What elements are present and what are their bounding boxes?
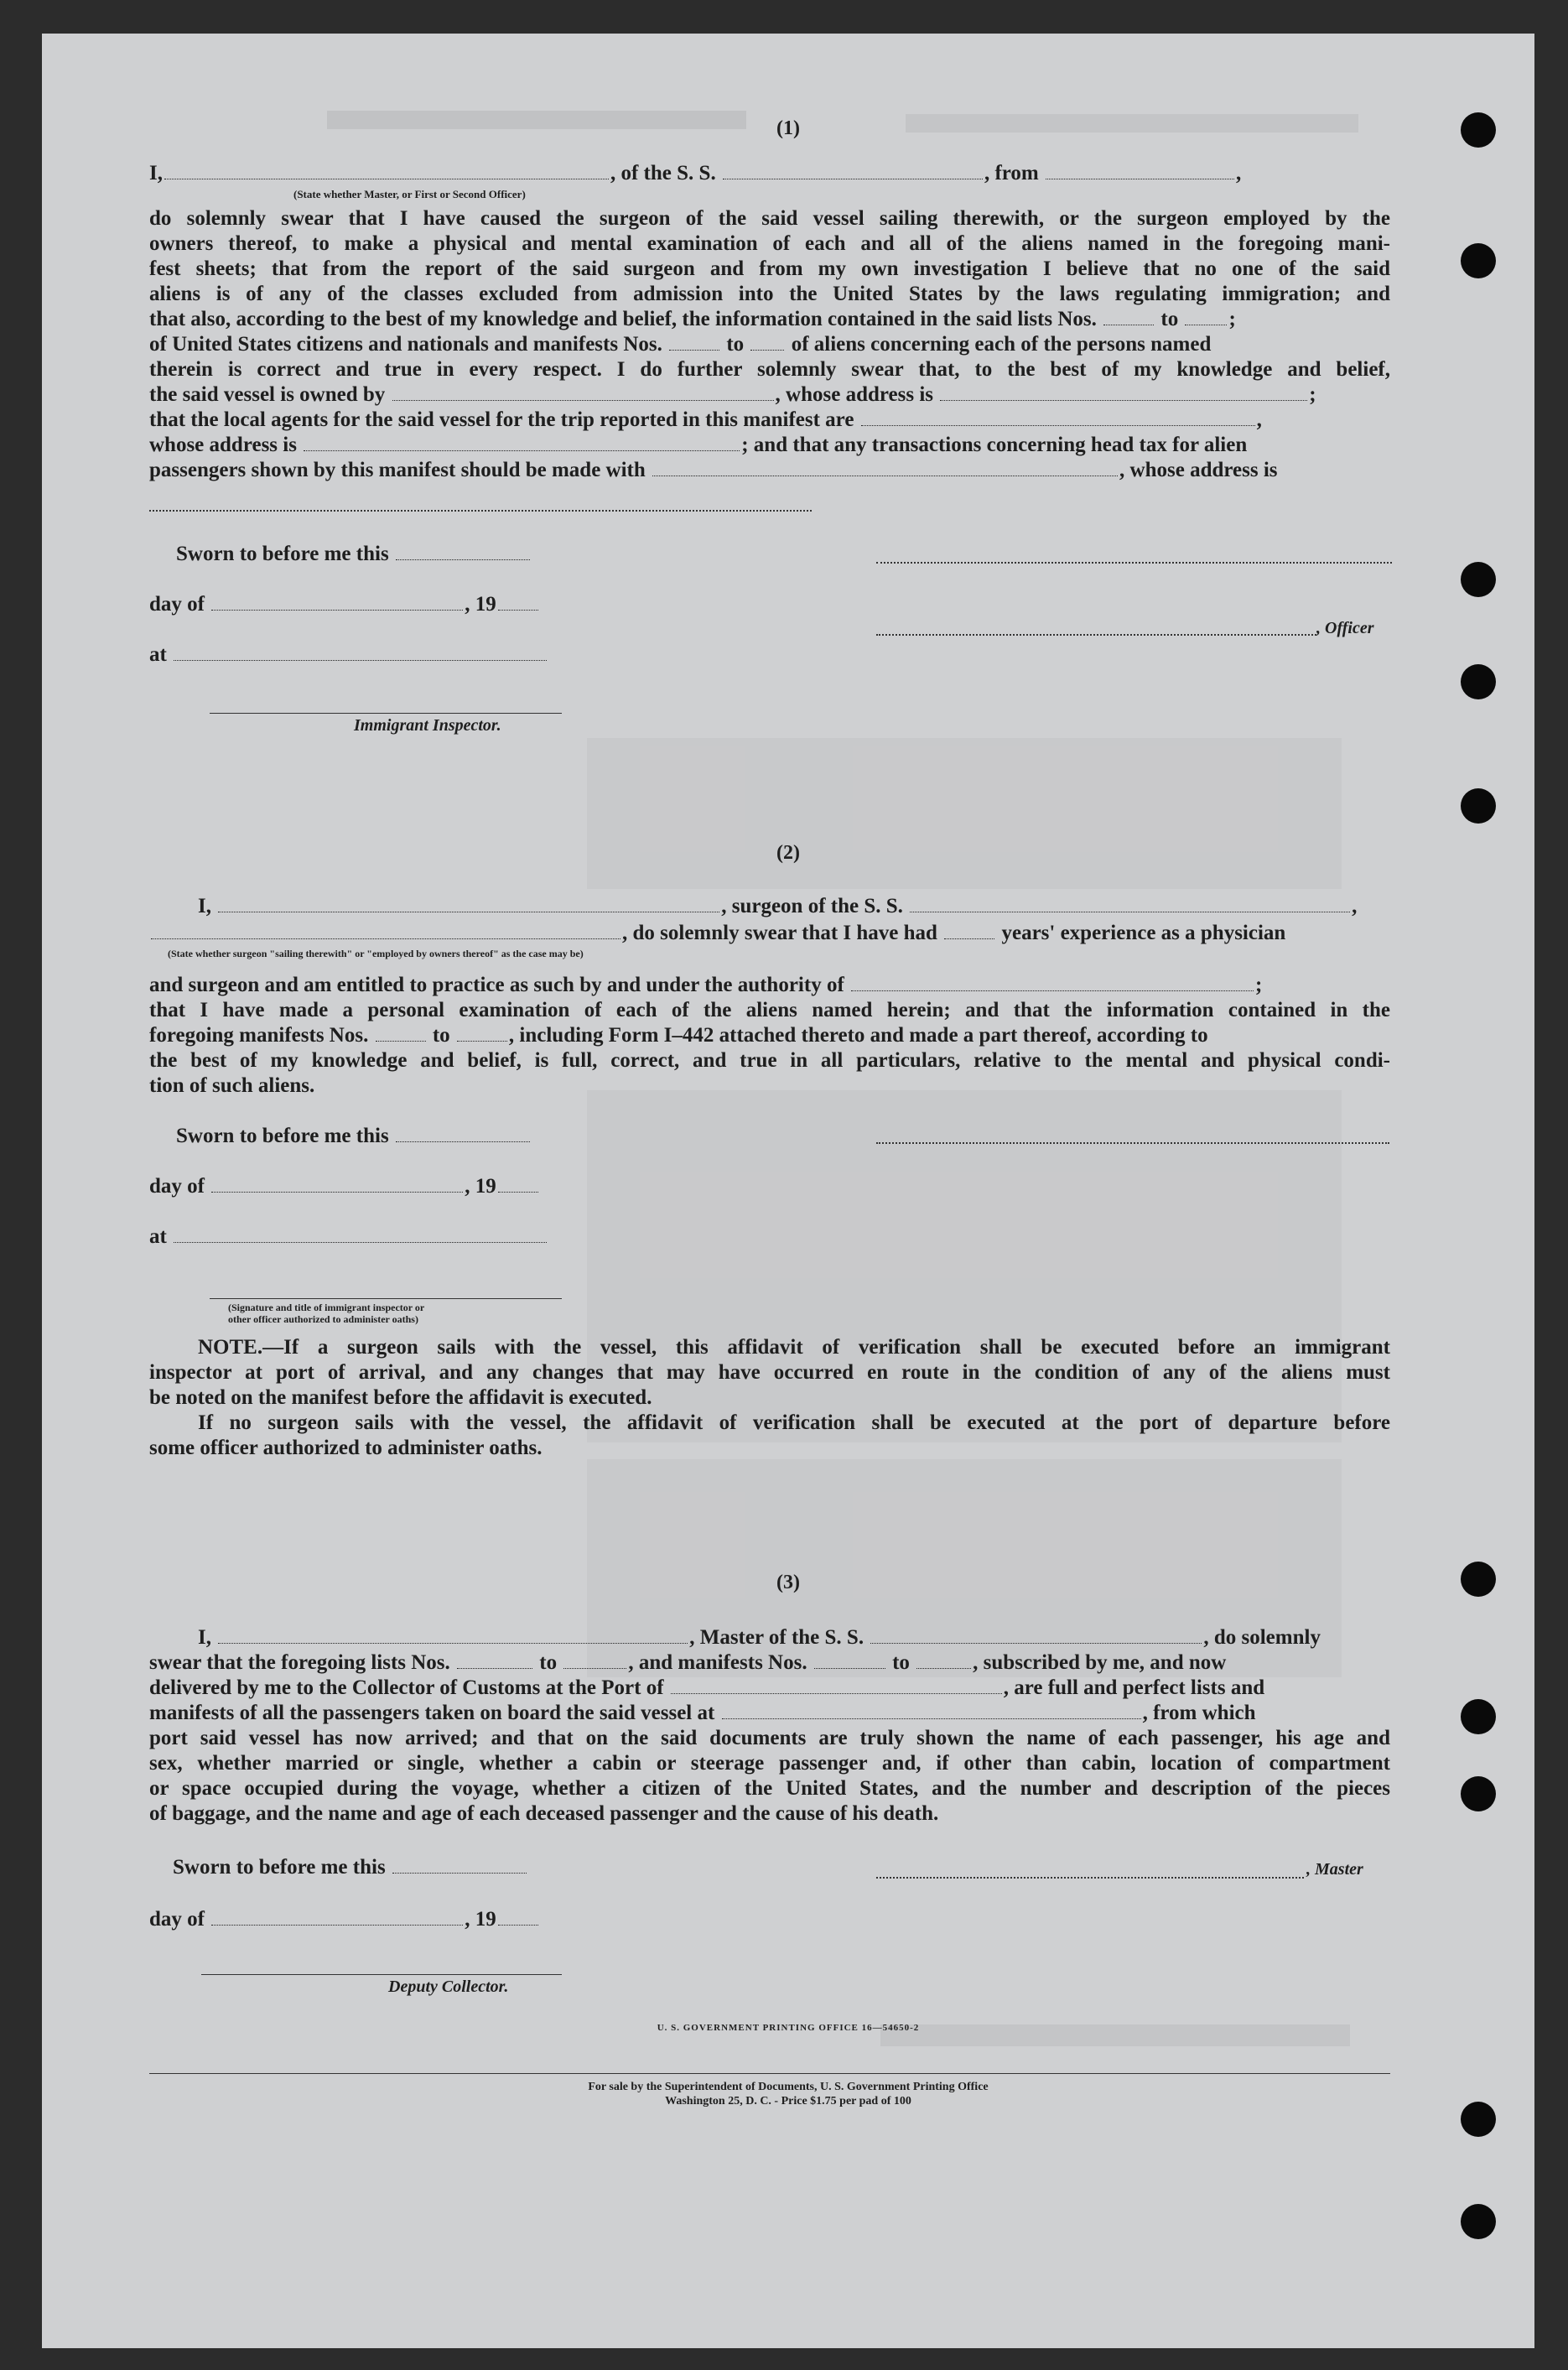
note-line: NOTE.—If a surgeon sails with the vessel, this affidavit of verification shall be executed before an immigrant	[198, 1336, 1390, 1359]
agents-field[interactable]	[861, 408, 1255, 426]
body-line: do solemnly swear that I have caused the surgeon of the said vessel sailing therewith, or the surgeon employed by the	[149, 207, 1390, 230]
text: to	[1160, 308, 1179, 330]
lists-line	[149, 307, 1390, 332]
note-line: inspector at port of arrival, and any changes that may have occurred en route in the condition of any of the aliens must	[149, 1361, 1390, 1384]
surgeon-manifest-to-field[interactable]	[457, 1024, 507, 1042]
text: of United States citizens and nationals and manifests Nos.	[149, 333, 662, 356]
bleed-through	[587, 738, 1342, 889]
master-manifests-to-field[interactable]	[916, 1651, 971, 1669]
text: , surgeon of the S. S.	[721, 895, 903, 917]
sworn-line-3	[173, 1855, 642, 1880]
section-3-line-4	[149, 1701, 1390, 1726]
text: Sworn to before me this	[176, 543, 389, 565]
master-manifests-from-field[interactable]	[814, 1651, 885, 1669]
head-tax-contact-field[interactable]	[652, 459, 1118, 476]
text: , from	[984, 162, 1039, 185]
text: , are full and perfect lists and	[1003, 1676, 1265, 1699]
punch-hole	[1461, 1776, 1496, 1811]
text: manifests of all the passengers taken on board the said vessel at	[149, 1702, 715, 1724]
citizens-line	[149, 332, 1390, 357]
sworn-line-1	[176, 542, 646, 567]
note-line: some officer authorized to administer oaths.	[149, 1437, 543, 1459]
text: foregoing manifests Nos.	[149, 1024, 369, 1047]
knowledge-line: the best of my knowledge and belief, is full, correct, and true in all particulars, relative to the mental and physical condi-	[149, 1049, 1390, 1072]
punch-hole	[1461, 1699, 1496, 1734]
sale-line-2: Washington 25, D. C. - Price $1.75 per pad of 100	[665, 2095, 911, 2108]
sale-line-1: For sale by the Superintendent of Documents, U. S. Government Printing Office	[588, 2081, 989, 2093]
year-field-2[interactable]	[498, 1175, 538, 1193]
text: , of the S. S.	[610, 162, 716, 185]
footer-rule	[149, 2073, 1390, 2074]
punch-hole	[1461, 243, 1496, 278]
sworn-day-field-3[interactable]	[392, 1856, 527, 1874]
text: I,	[198, 895, 211, 917]
text: I,	[198, 1626, 211, 1649]
note-line: be noted on the manifest before the affidavit is executed.	[149, 1386, 652, 1409]
text: , whose address is	[775, 383, 934, 406]
section-3-number: (3)	[776, 1572, 800, 1593]
punch-hole	[1461, 788, 1496, 824]
text: ,	[1236, 162, 1242, 185]
owner-address-field[interactable]	[940, 383, 1307, 401]
note-line: If no surgeon sails with the vessel, the affidavit of verification shall be executed at the port of departure before	[198, 1411, 1390, 1434]
at-line-2	[149, 1224, 619, 1250]
examination-line: that I have made a personal examination of each of the aliens named herein; and that the information contained in the	[149, 999, 1390, 1021]
text: , and manifests Nos.	[628, 1651, 807, 1674]
day-of-line-3	[149, 1907, 619, 1932]
lists-from-field[interactable]	[1103, 308, 1154, 325]
owner-field[interactable]	[392, 383, 774, 401]
text: day of	[149, 593, 205, 616]
section-1-number: (1)	[776, 117, 800, 139]
years-experience-field[interactable]	[944, 922, 994, 939]
text: , 19	[465, 1908, 496, 1931]
text: , including Form I–442 attached thereto and made a part thereof, according to	[508, 1024, 1208, 1047]
text: , 19	[465, 1175, 496, 1198]
text: to	[726, 333, 745, 356]
manifests-to-field[interactable]	[750, 333, 784, 351]
text: at	[149, 1225, 167, 1248]
correct-line: therein is correct and true in every respect. I do further solemnly swear that, to the best of my knowledge and belief,	[149, 358, 1390, 381]
text: , do solemnly	[1203, 1626, 1321, 1649]
officer-signature-field[interactable]	[876, 562, 1392, 564]
body-line: owners thereof, to make a physical and mental examination of each and all of the aliens named in the foregoing mani-	[149, 232, 1390, 255]
collector-label: Deputy Collector.	[388, 1978, 509, 1996]
vessel-name-field[interactable]	[723, 162, 983, 179]
text: day of	[149, 1175, 205, 1198]
month-field-3[interactable]	[211, 1908, 463, 1926]
master-vessel-field[interactable]	[870, 1626, 1202, 1644]
manifests-line	[149, 1023, 1390, 1048]
punch-hole	[1461, 2204, 1496, 2239]
at-line-1	[149, 642, 619, 668]
collector-signature-line[interactable]	[201, 1974, 562, 1975]
surgeon-note: (State whether surgeon "sailing therewith" or "employed by owners thereof" as the case may be)	[168, 948, 584, 959]
text: of aliens concerning each of the persons named	[791, 333, 1212, 356]
inspector-signature-line[interactable]	[210, 713, 562, 714]
port-of-arrival-field[interactable]	[671, 1676, 1002, 1694]
text: ;	[1255, 974, 1263, 996]
section-1-line-1	[149, 161, 1441, 186]
text: , whose address is	[1119, 459, 1278, 481]
month-field[interactable]	[211, 593, 463, 611]
body-line: sex, whether married or single, whether a cabin or steerage passenger and, if other than cabin, location of compartment	[149, 1752, 1390, 1775]
document-page	[42, 34, 1534, 2348]
year-field[interactable]	[498, 593, 538, 611]
administrator-signature-line[interactable]	[210, 1298, 562, 1299]
text: ,	[1256, 408, 1262, 431]
sworn-day-field[interactable]	[396, 543, 530, 560]
port-of-embarkation-field[interactable]	[722, 1702, 1141, 1719]
text: ;	[1228, 308, 1236, 330]
gpo-imprint: U. S. GOVERNMENT PRINTING OFFICE 16—54650-2	[657, 2023, 920, 2033]
text: , 19	[465, 593, 496, 616]
master-label: , Master	[1306, 1860, 1363, 1879]
master-lists-to-field[interactable]	[563, 1651, 626, 1669]
section-2-number: (2)	[776, 842, 800, 864]
text: I,	[149, 162, 163, 185]
text: passengers shown by this manifest should be made with	[149, 459, 646, 481]
sig-note-2: other officer authorized to administer oaths)	[228, 1313, 418, 1325]
manifests-from-field[interactable]	[669, 333, 719, 351]
section-2-line-2	[149, 921, 1390, 946]
text: to	[432, 1024, 450, 1047]
text: swear that the foregoing lists Nos.	[149, 1651, 450, 1674]
officer-note: (State whether Master, or First or Second Officer)	[293, 188, 526, 200]
body-line: port said vessel has now arrived; and that on the said documents are truly shown the name of each passenger, his age and	[149, 1727, 1390, 1749]
authority-field[interactable]	[851, 974, 1254, 991]
text: whose address is	[149, 434, 297, 456]
punch-hole	[1461, 664, 1496, 699]
text: delivered by me to the Collector of Customs at the Port of	[149, 1676, 664, 1699]
section-2-line-1	[198, 894, 1439, 919]
body-line: fest sheets; that from the report of the said surgeon and from my own investigation I believe that no one of the said	[149, 257, 1390, 280]
sworn-day-field-2[interactable]	[396, 1125, 530, 1142]
body-line: aliens is of any of the classes excluded from admission into the United States by the laws regulating immigration; and	[149, 283, 1390, 305]
text: ;	[1309, 383, 1316, 406]
text: Sworn to before me this	[173, 1856, 386, 1879]
text: to	[539, 1651, 558, 1674]
agents-line	[149, 408, 1390, 433]
text: , subscribed by me, and now	[973, 1651, 1227, 1674]
body-line: of baggage, and the name and age of each deceased passenger and the cause of his death.	[149, 1802, 939, 1825]
officer-name-field[interactable]	[164, 162, 609, 179]
text: , from which	[1142, 1702, 1256, 1724]
master-signature-field[interactable]	[876, 1877, 1304, 1879]
surgeon-status-field[interactable]	[151, 922, 620, 939]
passengers-line	[149, 458, 1390, 483]
sworn-line-2	[176, 1124, 646, 1149]
month-field-2[interactable]	[211, 1175, 463, 1193]
body-line: or space occupied during the voyage, whether a citizen of the United States, and the number and description of the pieces	[149, 1777, 1390, 1800]
text: Sworn to before me this	[176, 1125, 389, 1147]
text: that also, according to the best of my knowledge and belief, the information contained in the said lists Nos.	[149, 308, 1097, 330]
text: , do solemnly swear that I have had	[622, 922, 937, 944]
punch-hole	[1461, 562, 1496, 597]
surgeon-manifest-from-field[interactable]	[376, 1024, 426, 1042]
year-field-3[interactable]	[498, 1908, 538, 1926]
text: ; and that any transactions concerning head tax for alien	[741, 434, 1248, 456]
sig-note-1: (Signature and title of immigrant inspector or	[228, 1302, 425, 1313]
port-from-field[interactable]	[1046, 162, 1234, 179]
text: to	[892, 1651, 910, 1674]
section-3-line-1	[198, 1625, 1390, 1650]
surgeon-vessel-field[interactable]	[910, 895, 1350, 912]
section-3-line-3	[149, 1676, 1390, 1701]
master-lists-from-field[interactable]	[457, 1651, 532, 1669]
agents-address-field[interactable]	[304, 434, 740, 451]
master-name-field[interactable]	[218, 1626, 688, 1644]
aliens-line: tion of such aliens.	[149, 1074, 315, 1097]
text: at	[149, 643, 167, 666]
day-of-line-1	[149, 592, 619, 617]
officer-title-field[interactable]	[876, 634, 1316, 636]
surgeon-name-field[interactable]	[218, 895, 719, 912]
place-field[interactable]	[174, 643, 547, 661]
surgeon-signature-field[interactable]	[876, 1142, 1389, 1144]
section-3-line-2	[149, 1650, 1390, 1676]
authority-line	[149, 973, 1390, 998]
address-continuation-field[interactable]	[149, 510, 812, 512]
text: day of	[149, 1908, 205, 1931]
text: that the local agents for the said vessel for the trip reported in this manifest are	[149, 408, 854, 431]
text: , Master of the S. S.	[689, 1626, 864, 1649]
inspector-label: Immigrant Inspector.	[354, 716, 501, 735]
day-of-line-2	[149, 1174, 619, 1199]
text: ,	[1352, 895, 1358, 917]
place-field-2[interactable]	[174, 1225, 547, 1243]
officer-label: , Officer	[1316, 619, 1374, 637]
owned-line	[149, 382, 1390, 408]
lists-to-field[interactable]	[1185, 308, 1227, 325]
text: years' experience as a physician	[1001, 922, 1286, 944]
text: and surgeon and am entitled to practice as such by and under the authority of	[149, 974, 844, 996]
whose-line	[149, 433, 1390, 458]
text: the said vessel is owned by	[149, 383, 386, 406]
